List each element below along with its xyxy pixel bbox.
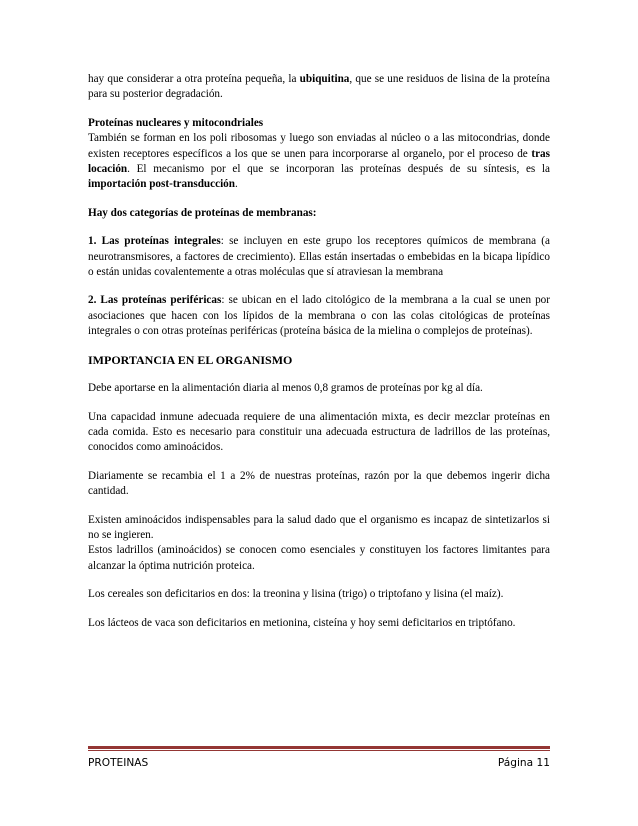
text-span: : se incluyen en este grupo los receptores químicos de membrana (a neurotransmisores, a factores de crecimiento). Ellas están insertadas o embebidas en la bicapa lipídico o están unidas covalentemente a otras moléculas que sí atraviesan la membrana bbox=[88, 235, 550, 279]
text-span: . El mecanismo por el que se incorporan las proteínas después de su síntesis, es la bbox=[127, 163, 550, 176]
text-span: , que se une residuos de lisina de la proteína para su posterior degradación. bbox=[88, 73, 550, 101]
bold-term: 1. Las proteínas integrales bbox=[88, 235, 221, 248]
bold-term: tras locación bbox=[88, 147, 550, 176]
paragraph-recambia: Diariamente se recambia el 1 a 2% de nuestras proteínas, razón por la que debemos ingerir dicha cantidad. bbox=[88, 469, 550, 498]
paragraph-ubiquitina bbox=[88, 72, 550, 103]
text-span: . bbox=[235, 178, 238, 191]
paragraph-nucleares bbox=[88, 131, 550, 193]
paragraph-indispensables: Existen aminoácidos indispensables para la salud dado que el organismo es incapaz de sintetizarlos si no se ingieren. bbox=[88, 513, 550, 541]
page-content bbox=[88, 72, 550, 644]
importancia-heading: IMPORTANCIA EN EL ORGANISMO bbox=[88, 352, 293, 367]
footer-rule bbox=[88, 746, 550, 749]
footer-rule-thin bbox=[88, 750, 550, 751]
paragraph-integrales bbox=[88, 234, 550, 280]
text-span: : se ubican en el lado citológico de la membrana a la cual se unen por asociaciones que hacen con los lípidos de la membrana o con las colas citológicas de proteínas integrales o con otras proteínas periféricas (proteína básica de la mielina o complejos de proteínas). bbox=[88, 294, 550, 338]
paragraph-immune: Una capacidad inmune adecuada requiere de una alimentación mixta, es decir mezclar proteínas en cada comida. Esto es necesario para constituir una adecuada estructura de ladrillos de las proteínas, conocidos como aminoácidos. bbox=[88, 410, 550, 454]
footer-title: PROTEINAS bbox=[88, 757, 149, 769]
paragraph-lacteos: Los lácteos de vaca son deficitarios en metionina, cisteína y hoy semi deficitarios en triptófano. bbox=[88, 616, 516, 629]
page-footer bbox=[88, 757, 550, 769]
page-number: Página 11 bbox=[497, 757, 550, 769]
categories-heading: Hay dos categorías de proteínas de membranas: bbox=[88, 206, 317, 219]
paragraph-daily-intake: Debe aportarse en la alimentación diaria al menos 0,8 gramos de proteínas por kg al día. bbox=[88, 382, 483, 395]
paragraph-ladrillos: Estos ladrillos (aminoácidos) se conocen como esenciales y constituyen los factores limitantes para alcanzar la óptima nutrición proteica. bbox=[88, 544, 550, 572]
bold-term: 2. Las proteínas periféricas bbox=[88, 294, 222, 307]
paragraph-cereales: Los cereales son deficitarios en dos: la treonina y lisina (trigo) o triptofano y lisina (el maíz). bbox=[88, 588, 504, 601]
bold-term: ubiquitina bbox=[299, 73, 350, 85]
section-heading-nucleares: Proteínas nucleares y mitocondriales bbox=[88, 116, 264, 129]
paragraph-perifericas bbox=[88, 293, 550, 339]
bold-term: importación post-transducción bbox=[88, 178, 235, 191]
text-span: También se forman en los poli ribosomas y luego son enviadas al núcleo o a las mitocondrias, donde existen receptores específicos a los que se unen para incorporarse al organelo, por el proceso de bbox=[88, 132, 550, 160]
text-span: hay que considerar a otra proteína pequeña, la bbox=[88, 73, 300, 85]
